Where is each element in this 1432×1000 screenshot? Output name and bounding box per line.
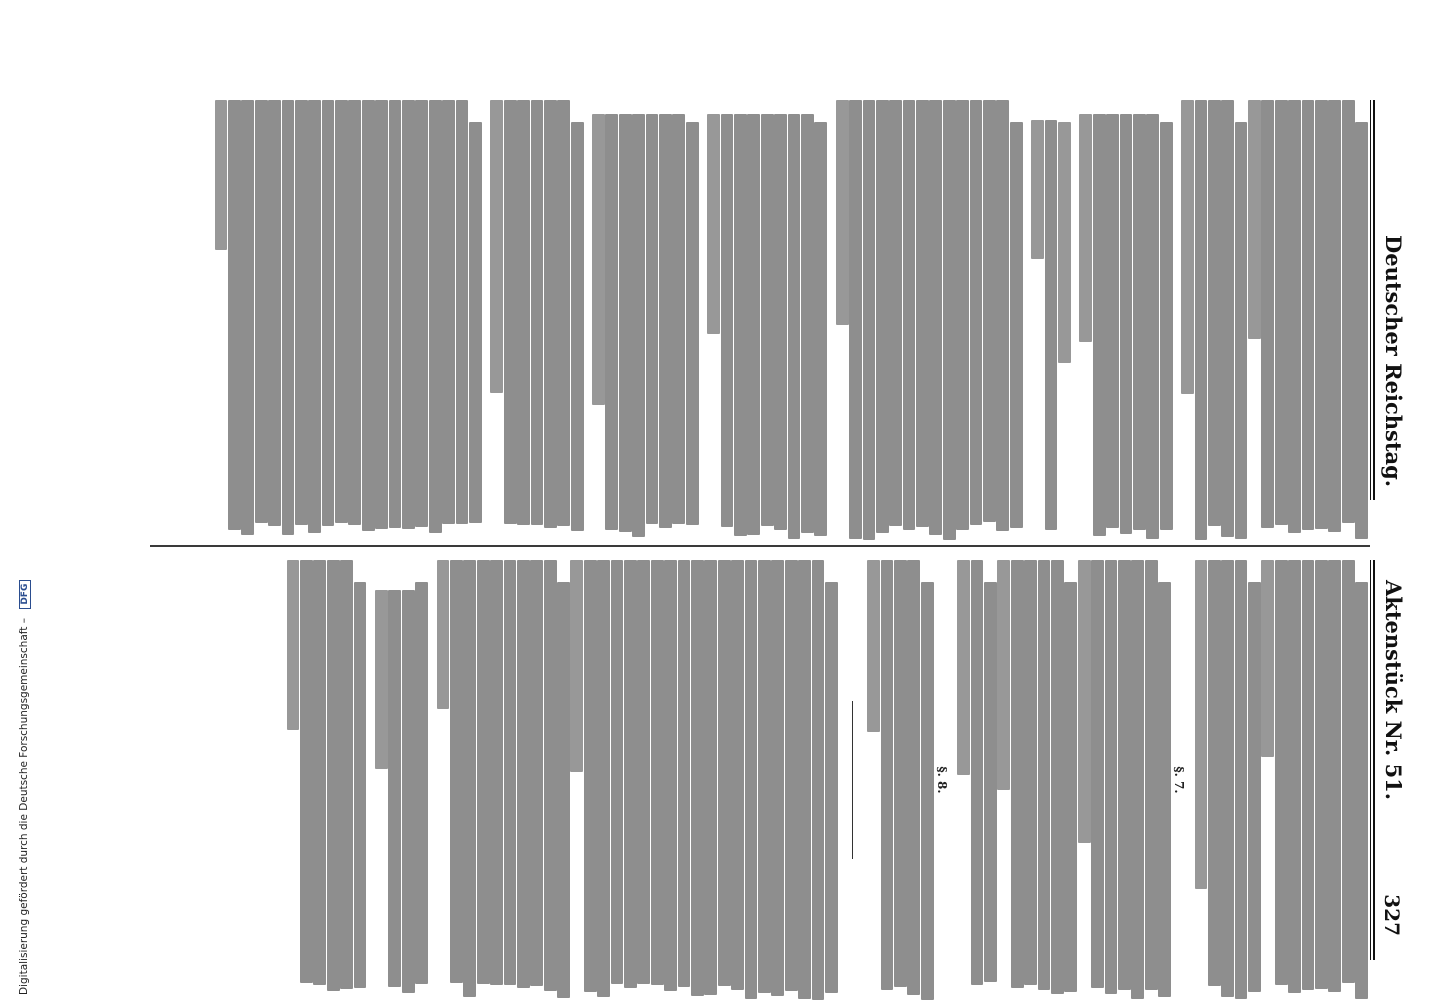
text-line [718,560,731,986]
text-line [1342,100,1355,523]
text-line [825,582,838,993]
text-line [971,560,984,985]
text-line [1078,560,1091,843]
paragraph-gap [366,560,374,1000]
text-line [375,100,388,529]
text-line [375,590,388,769]
text-line [255,100,268,523]
text-line [812,560,825,1000]
text-line [241,100,254,535]
text-line [1158,582,1171,997]
text-line [1248,100,1261,339]
text-line [557,582,570,998]
text-line [1328,100,1341,532]
text-line [348,100,361,525]
text-column-right [138,560,1368,1000]
text-line [704,560,717,995]
text-line [889,100,902,526]
dfg-logo: DFG [19,580,31,609]
text-line [996,100,1009,531]
text-line [686,122,699,525]
paragraph-gap [482,100,490,540]
text-line [282,100,295,535]
page-number: 327 [1380,894,1404,936]
text-line [876,100,889,533]
text-line [228,100,241,530]
section-mark: §. 8. [934,766,949,794]
text-line [517,560,530,988]
paragraph-gap [949,560,957,1000]
text-line [1235,560,1248,999]
text-line [785,560,798,991]
text-line [646,114,659,524]
column-divider [150,545,1370,547]
paragraph-gap [827,100,835,540]
text-line [1120,114,1133,534]
text-column-left [138,100,1368,540]
text-line [1221,100,1234,537]
running-header-left [1376,100,1406,500]
text-line [1275,100,1288,525]
text-line [592,114,605,405]
text-line [691,560,704,996]
text-line [606,114,619,530]
text-line [388,590,401,987]
paragraph-gap [859,560,867,1000]
text-line [442,100,455,524]
text-line [1045,120,1058,530]
text-line [1079,114,1092,342]
text-line [863,100,876,540]
text-line [943,100,956,540]
text-line [1091,560,1104,988]
text-line [308,100,321,533]
text-line [1024,560,1037,985]
text-line [531,100,544,525]
text-line [997,560,1010,790]
text-line [1160,122,1173,530]
text-line [335,100,348,523]
text-line [215,100,228,250]
text-line [632,114,645,537]
text-line [1248,582,1261,992]
text-line [956,100,969,530]
text-line [1064,582,1077,992]
paragraph-gap [699,100,707,540]
text-line [557,100,570,526]
text-line [970,100,983,525]
paragraph-gap [1023,100,1031,540]
text-line [389,100,402,528]
text-line [490,560,503,985]
text-line [402,100,415,529]
text-line [814,122,827,536]
text-line [1288,100,1301,533]
text-line [761,114,774,526]
text-line [1195,100,1208,540]
text-line [983,100,996,522]
paragraph-gap [1186,560,1194,1000]
digitization-credit-strip [0,0,30,1000]
text-line [1261,100,1274,528]
text-line [849,100,862,539]
text-line [1145,560,1158,990]
text-line [907,560,920,995]
text-line [921,582,934,1000]
text-line [1093,114,1106,536]
text-line [678,560,691,987]
text-line [659,114,672,528]
text-line [530,560,543,986]
text-line [504,560,517,985]
text-line [651,560,664,985]
text-line [881,560,894,990]
text-line [1181,100,1194,394]
text-line [456,100,469,524]
text-line [415,100,428,527]
text-line [1235,122,1248,539]
text-line [731,560,744,990]
digitization-credit [18,0,31,995]
text-line [1118,560,1131,990]
text-line [463,560,476,997]
text-line [672,114,685,524]
text-line [268,100,281,526]
text-line [517,100,530,525]
text-line [1208,100,1221,526]
text-line [437,560,450,709]
text-line [477,560,490,984]
text-line [1315,560,1328,989]
text-line [984,582,997,982]
text-line [327,560,340,991]
text-line [322,100,335,526]
text-line [1288,560,1301,993]
text-line [1146,114,1159,539]
text-line [340,560,353,989]
paragraph-gap [838,560,846,1000]
text-line [1195,560,1208,889]
text-line [584,560,597,992]
text-line [637,560,650,984]
text-line [664,560,677,991]
text-line [1105,560,1118,994]
credit-text: Digitalisierung gefördert durch die Deutsche Forschungsgemeinschaft – [18,618,30,995]
section-rule [852,701,853,859]
text-line [597,560,610,997]
text-line [1275,560,1288,985]
text-line [903,100,916,530]
text-line [1011,560,1024,988]
text-line [1208,560,1221,986]
text-line [1106,114,1119,528]
text-line [429,100,442,533]
text-line [571,560,584,772]
text-line [571,122,584,531]
text-line [300,560,313,983]
text-line [1051,560,1064,994]
text-line [354,582,367,988]
text-line [1261,560,1274,757]
text-line [929,100,942,535]
text-line [1131,560,1144,999]
text-line [747,114,760,535]
text-line [1355,582,1368,999]
text-line [313,560,326,985]
text-line [1010,122,1023,528]
text-line [450,560,463,983]
text-line [1058,122,1071,363]
paragraph-gap [1173,100,1181,540]
text-line [745,560,758,999]
paragraph-gap [584,100,592,540]
text-line [1328,560,1341,992]
text-line [758,560,771,993]
paragraph-gap [428,560,436,1000]
text-line [287,560,300,730]
text-line [1133,114,1146,530]
text-line [362,100,375,531]
text-line [415,582,428,984]
text-line [402,590,415,993]
text-line [1315,100,1328,529]
text-line [1342,560,1355,983]
text-line [490,100,503,393]
text-line [544,560,557,991]
text-line [774,114,787,530]
text-line [1038,560,1051,990]
text-line [624,560,637,988]
text-line [771,560,784,996]
text-line [957,560,970,775]
text-line [798,560,811,999]
text-line [801,114,814,533]
text-line [1221,560,1234,997]
text-line [867,560,880,732]
text-line [1302,100,1315,530]
header-title-left: Deutscher Reichstag. [1381,235,1406,488]
text-line [721,114,734,527]
text-line [469,122,482,523]
text-line [734,114,747,536]
header-title-right: Aktenstück Nr. 51. [1381,580,1406,801]
text-line [836,100,849,325]
text-line [619,114,632,532]
paragraph-gap [1071,100,1079,540]
text-line [504,100,517,524]
text-line [544,100,557,528]
text-line [916,100,929,527]
text-line [1302,560,1315,990]
running-header-right [1376,560,1406,960]
rotated-newspaper-page [110,0,1410,1000]
section-mark: §. 7. [1171,766,1186,794]
text-line [295,100,308,525]
text-line [1031,120,1044,259]
text-line [611,560,624,984]
text-line [894,560,907,987]
text-line [788,114,801,539]
text-line [1355,122,1368,539]
text-line [707,114,720,334]
